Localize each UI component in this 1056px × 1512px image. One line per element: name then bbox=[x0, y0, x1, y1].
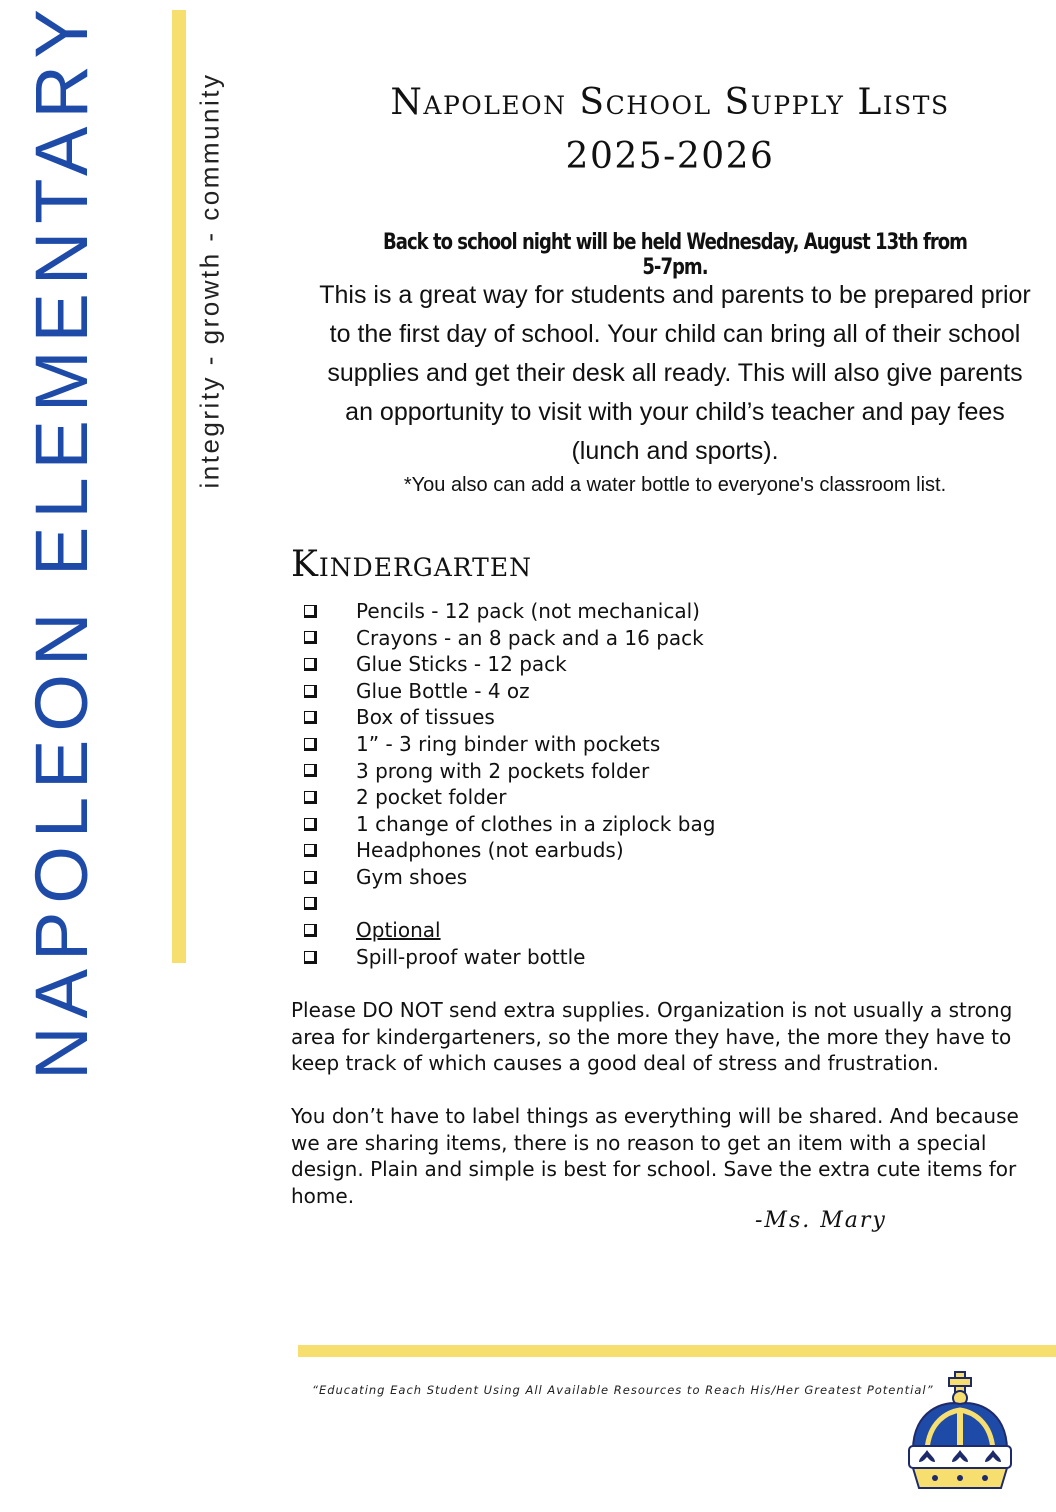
checkbox-icon bbox=[304, 764, 317, 777]
water-bottle-note: *You also can add a water bottle to everyone's classroom list. bbox=[403, 474, 947, 496]
intro-paragraph: This is a great way for students and parents to be prepared prior to the first day of school. Your child can bring all of their school supplies and get their desk all ready. This will also give parents an opportunity to visit with your child’s teacher and pay fees (lunch and sports). bbox=[319, 281, 1031, 465]
checkbox-icon bbox=[304, 631, 317, 644]
list-item bbox=[304, 864, 715, 891]
supply-list bbox=[304, 598, 715, 970]
tagline-vertical bbox=[192, 40, 228, 520]
list-item bbox=[304, 891, 715, 918]
page-title bbox=[300, 76, 1040, 184]
side-accent-bar bbox=[172, 10, 186, 963]
back-to-school-night: Back to school night will be held Wednesday, August 13th from 5-7pm. bbox=[382, 230, 967, 280]
checkbox-icon bbox=[304, 951, 317, 964]
list-item bbox=[304, 784, 715, 811]
school-tagline: integrity - growth - community bbox=[194, 72, 225, 488]
list-item bbox=[304, 944, 715, 971]
list-item-label: Glue Bottle - 4 oz bbox=[356, 678, 530, 703]
list-item bbox=[304, 625, 715, 652]
school-name: NAPOLEON ELEMENTARY bbox=[19, 0, 103, 1080]
list-item bbox=[304, 837, 715, 864]
checkbox-icon bbox=[304, 738, 317, 751]
list-item bbox=[304, 731, 715, 758]
list-item-label: Spill-proof water bottle bbox=[356, 944, 586, 969]
list-item-label: 2 pocket folder bbox=[356, 785, 507, 810]
page-title-line2: 2025-2026 bbox=[565, 136, 775, 177]
checkbox-icon bbox=[304, 818, 317, 831]
checkbox-icon bbox=[304, 605, 317, 618]
school-name-vertical bbox=[19, 0, 103, 1080]
list-item-label: Headphones (not earbuds) bbox=[356, 838, 624, 863]
list-item-label: 3 prong with 2 pockets folder bbox=[356, 758, 650, 783]
crown-logo-icon bbox=[905, 1370, 1015, 1495]
teacher-signature: -Ms. Mary bbox=[755, 1208, 887, 1233]
checkbox-icon bbox=[304, 685, 317, 698]
list-item-label: Pencils - 12 pack (not mechanical) bbox=[356, 599, 700, 623]
list-item bbox=[304, 704, 715, 731]
checkbox-icon bbox=[304, 924, 317, 937]
list-item-label: Gym shoes bbox=[356, 864, 468, 889]
checkbox-icon bbox=[304, 711, 317, 724]
list-item bbox=[304, 651, 715, 678]
optional-label: Optional bbox=[356, 918, 441, 943]
optional-heading bbox=[304, 917, 715, 944]
labeling-paragraph: You don’t have to label things as everything will be shared. And because we are sharing items, there is no reason to get an item with a special design. Plain and simple is best for school. Save the extra cute items for home. bbox=[291, 1104, 1019, 1208]
footer-accent-bar bbox=[298, 1345, 1056, 1357]
kindergarten-heading: Kindergarten bbox=[291, 544, 532, 585]
checkbox-icon bbox=[304, 871, 317, 884]
list-item bbox=[304, 678, 715, 705]
school-motto: “Educating Each Student Using All Available Resources to Reach His/Her Greatest Potential” bbox=[312, 1383, 934, 1397]
extra-supplies-paragraph: Please DO NOT send extra supplies. Organization is not usually a strong area for kindergarteners, so the more they have, the more they have to keep track of which causes a good deal of stress and frustration. bbox=[291, 998, 1013, 1075]
checkbox-icon bbox=[304, 844, 317, 857]
list-item bbox=[304, 811, 715, 838]
list-item-label: Crayons - an 8 pack and a 16 pack bbox=[356, 625, 704, 650]
list-item-label: Box of tissues bbox=[356, 705, 495, 730]
list-item-label: 1 change of clothes in a ziplock bag bbox=[356, 811, 716, 836]
crown-orb bbox=[949, 1372, 971, 1405]
list-item-label: Glue Sticks - 12 pack bbox=[356, 652, 567, 677]
checkbox-icon bbox=[304, 791, 317, 804]
checkbox-icon bbox=[304, 658, 317, 671]
list-item bbox=[304, 758, 715, 785]
checkbox-icon bbox=[304, 897, 317, 910]
list-item-label: 1” - 3 ring binder with pockets bbox=[356, 731, 661, 756]
page-title-line1: Napoleon School Supply Lists bbox=[390, 82, 950, 123]
list-item bbox=[304, 598, 715, 625]
